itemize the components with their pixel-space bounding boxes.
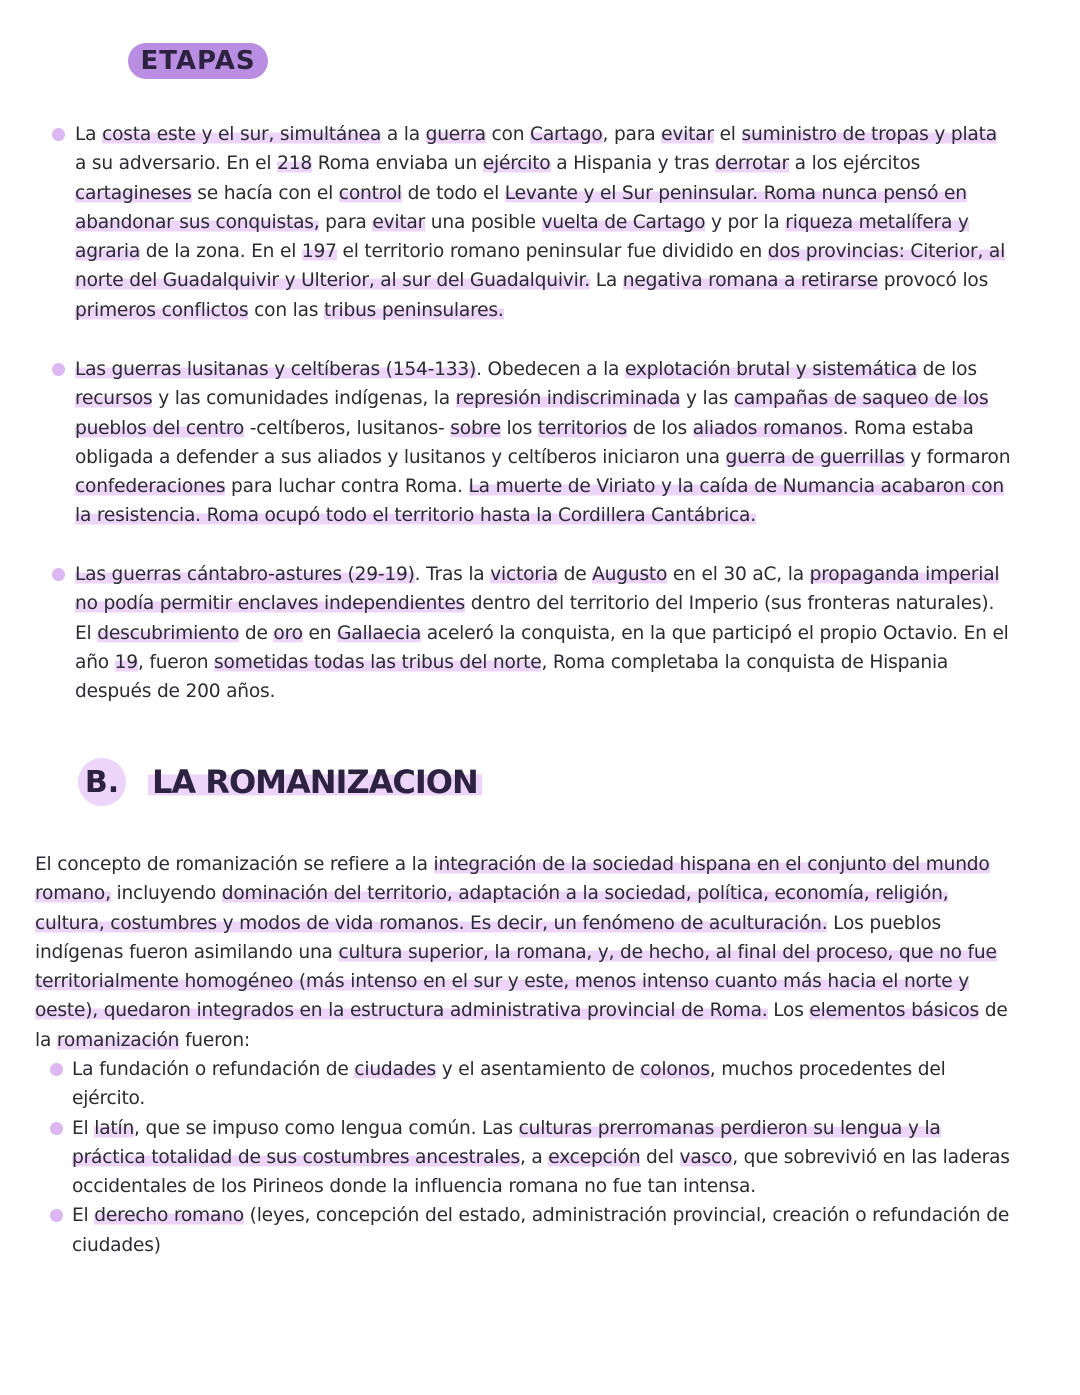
text-segment: en el 30 aC, la (667, 564, 810, 585)
highlighted-text: descubrimiento (97, 622, 240, 644)
elements-list (50, 1055, 1010, 1260)
text-segment: Los pueblos indígenas fueron asimilando una (35, 912, 942, 963)
highlighted-text: dos provincias: Citerior, al norte del Guadalquivir y Ulterior, al sur del Guadalquivir. (75, 241, 1006, 292)
text-segment: de los (916, 359, 977, 380)
section-letter: B. (78, 758, 126, 806)
highlighted-text: Augusto (592, 564, 668, 585)
text-segment: El (72, 1117, 95, 1139)
text-segment: y las comunidades indígenas, la (152, 388, 456, 410)
etapa-item (52, 120, 1012, 325)
text-segment: Los (767, 1000, 810, 1022)
text-segment: La (75, 124, 103, 145)
text-segment: a su adversario. En el (75, 153, 278, 175)
highlighted-text: 218 (277, 153, 312, 175)
highlighted-text: costa este y el sur, simultánea (102, 124, 382, 145)
highlighted-text: integración de la sociedad hispana en el conjunto del mundo romano, (35, 854, 990, 905)
text-segment: a Hispania y tras (550, 153, 716, 175)
text-segment: con las (248, 299, 324, 321)
element-text (72, 1055, 1010, 1114)
text-segment: , Roma completaba la conquista de Hispania después de 200 años. (75, 651, 949, 703)
text-segment: (leyes, concepción del estado, administración provincial, creación o refundación de ciudades) (72, 1205, 1010, 1256)
text-segment: -celtíberos, lusitanos- (244, 417, 451, 439)
text-segment: , muchos procedentes del ejército. (72, 1059, 946, 1110)
highlighted-text: sobre (450, 417, 501, 439)
highlighted-text: 19 (114, 651, 138, 673)
list-item (50, 1055, 1010, 1114)
text-segment: una posible (425, 211, 542, 233)
highlighted-text: Las guerras cántabro-astures (29-19) (75, 564, 415, 585)
text-segment: a la (381, 124, 426, 145)
list-item (50, 1114, 1010, 1202)
text-segment: , a (519, 1146, 549, 1168)
highlighted-text: Levante y el Sur peninsular. Roma nunca pensó en abandonar sus conquistas, (75, 182, 967, 233)
text-segment: , que sobrevivió en las laderas occidentales de los Pirineos donde la influencia romana no fue tan intensa. (72, 1146, 1010, 1198)
highlighted-text: 197 (301, 241, 337, 263)
bullet-dot-icon (52, 128, 65, 141)
highlighted-text: Gallaecia (337, 622, 422, 644)
intro-paragraph (35, 850, 1020, 1055)
text-segment: el territorio romano peninsular fue dividido en (336, 241, 768, 263)
list-item (52, 120, 1012, 325)
list-item (52, 355, 1012, 531)
element-text (72, 1201, 1010, 1260)
highlighted-text: elementos básicos (809, 1000, 980, 1022)
text-segment: provocó los (878, 270, 989, 292)
highlighted-text: negativa romana a retirarse (622, 270, 879, 292)
highlighted-text: romanización (56, 1029, 180, 1051)
text-segment: en (302, 622, 338, 644)
text-segment: , fueron (137, 651, 215, 673)
highlighted-text: propaganda imperial no podía permitir enclaves independientes (75, 564, 1000, 615)
bullet-dot-icon (52, 568, 65, 581)
highlighted-text: ejército (482, 153, 551, 175)
etapa-text (75, 120, 1012, 325)
text-segment: La (590, 270, 623, 292)
text-segment: del (640, 1146, 680, 1168)
etapa-item (52, 355, 1012, 531)
highlighted-text: vasco (679, 1146, 733, 1168)
list-item (52, 560, 1012, 706)
text-segment: , que se impuso como lengua común. Las (134, 1117, 519, 1139)
highlighted-text: Las guerras lusitanas y celtíberas (154-133) (75, 359, 477, 380)
text-segment: a los ejércitos (788, 153, 921, 175)
highlighted-text: confederaciones (75, 476, 226, 498)
highlighted-text: culturas prerromanas perdieron su lengua y la práctica totalidad de sus costumbres ancestrales (72, 1117, 941, 1168)
text-segment: . Roma estaba obligada a defender a sus aliados y lusitanos y celtíberos iniciaron una (75, 417, 974, 468)
text-segment: de los (627, 417, 693, 439)
section-title: LA ROMANIZACION (148, 763, 482, 801)
highlighted-text: aliados romanos (692, 417, 843, 439)
text-segment: se hacía con el (191, 182, 339, 204)
bullet-dot-icon (50, 1063, 63, 1076)
highlighted-text: riqueza metalífera y agraria (75, 211, 969, 263)
text-segment: El concepto de romanización se refiere a la (35, 854, 434, 875)
text-segment: y por la (705, 211, 786, 233)
highlighted-text: oro (273, 622, 303, 644)
highlighted-text: derrotar (715, 153, 789, 175)
highlighted-text: cultura superior, la romana, y, de hecho, al final del proceso, que no fue territorialmente homogéneo (más intenso en el sur y este, menos intenso cuanto más hacia el norte y oeste), quedaron integrados en la estructura administrativa provincial de Roma. (35, 941, 997, 1022)
etapa-text (75, 560, 1012, 706)
bullet-dot-icon (52, 363, 65, 376)
highlighted-text: control (338, 182, 402, 204)
text-segment: con (485, 124, 531, 145)
text-segment: de (557, 564, 593, 585)
highlighted-text: primeros conflictos (75, 299, 249, 321)
highlighted-text: ciudades (354, 1059, 437, 1080)
highlighted-text: cartagineses (75, 182, 192, 204)
highlighted-text: guerra (425, 124, 486, 145)
highlighted-text: sometidas todas las tribus del norte (214, 651, 542, 673)
highlighted-text: evitar (372, 211, 426, 233)
highlighted-text: explotación brutal y sistemática (624, 359, 917, 380)
highlighted-text: derecho romano (94, 1205, 244, 1227)
text-segment: el (713, 124, 742, 145)
text-segment: dentro del territorio del Imperio (sus fronteras naturales). El (75, 593, 995, 644)
text-segment: . Tras la (414, 564, 491, 585)
highlighted-text: tribus peninsulares. (323, 299, 504, 321)
etapas-heading: ETAPAS (128, 43, 268, 79)
text-segment: y las (680, 388, 734, 410)
text-segment: . Obedecen a la (476, 359, 625, 380)
text-segment: fueron: (179, 1029, 250, 1051)
text-segment: aceleró la conquista, en la que participó el propio Octavio. En el año (75, 622, 1009, 673)
text-segment: , para (602, 124, 662, 145)
text-segment: los (500, 417, 538, 439)
bullet-dot-icon (50, 1209, 63, 1222)
highlighted-text: excepción (548, 1146, 641, 1168)
highlighted-text: latín (94, 1117, 135, 1139)
text-segment: Roma enviaba un (311, 153, 483, 175)
highlighted-text: guerra de guerrillas (725, 446, 905, 468)
etapa-text (75, 355, 1012, 531)
text-segment: y el asentamiento de (436, 1059, 641, 1080)
etapa-item (52, 560, 1012, 706)
text-segment: de la zona. En el (140, 241, 302, 263)
list-item (50, 1201, 1010, 1260)
bullet-dot-icon (50, 1122, 63, 1135)
highlighted-text: territorios (537, 417, 628, 439)
text-segment: para (319, 211, 373, 233)
text-segment: incluyendo (110, 883, 222, 905)
highlighted-text: suministro de tropas y plata (741, 124, 997, 145)
text-segment: de la (35, 1000, 1008, 1051)
text-segment: La fundación o refundación de (72, 1059, 355, 1080)
highlighted-text: Cartago (530, 124, 603, 145)
element-text (72, 1114, 1010, 1202)
highlighted-text: vuelta de Cartago (541, 211, 706, 233)
highlighted-text: recursos (75, 388, 153, 410)
highlighted-text: colonos (640, 1059, 710, 1080)
highlighted-text: victoria (490, 564, 558, 585)
text-segment: de (239, 622, 274, 644)
highlighted-text: dominación del territorio, adaptación a la sociedad, política, economía, religión, cultura, costumbres y modos de vida romanos. Es decir, un fenómeno de aculturación. (35, 883, 949, 934)
highlighted-text: evitar (661, 124, 714, 145)
text-segment: de todo el (401, 182, 505, 204)
highlighted-text: campañas de saqueo de los pueblos del centro (75, 388, 989, 439)
text-segment: para luchar contra Roma. (225, 476, 469, 498)
highlighted-text: represión indiscriminada (455, 388, 681, 410)
text-segment: El (72, 1205, 95, 1227)
highlighted-text: La muerte de Viriato y la caída de Numancia acabaron con la resistencia. Roma ocupó todo el territorio hasta la Cordillera Cantábrica. (75, 476, 1005, 527)
text-segment: y formaron (904, 446, 1011, 468)
section-heading (78, 757, 482, 807)
